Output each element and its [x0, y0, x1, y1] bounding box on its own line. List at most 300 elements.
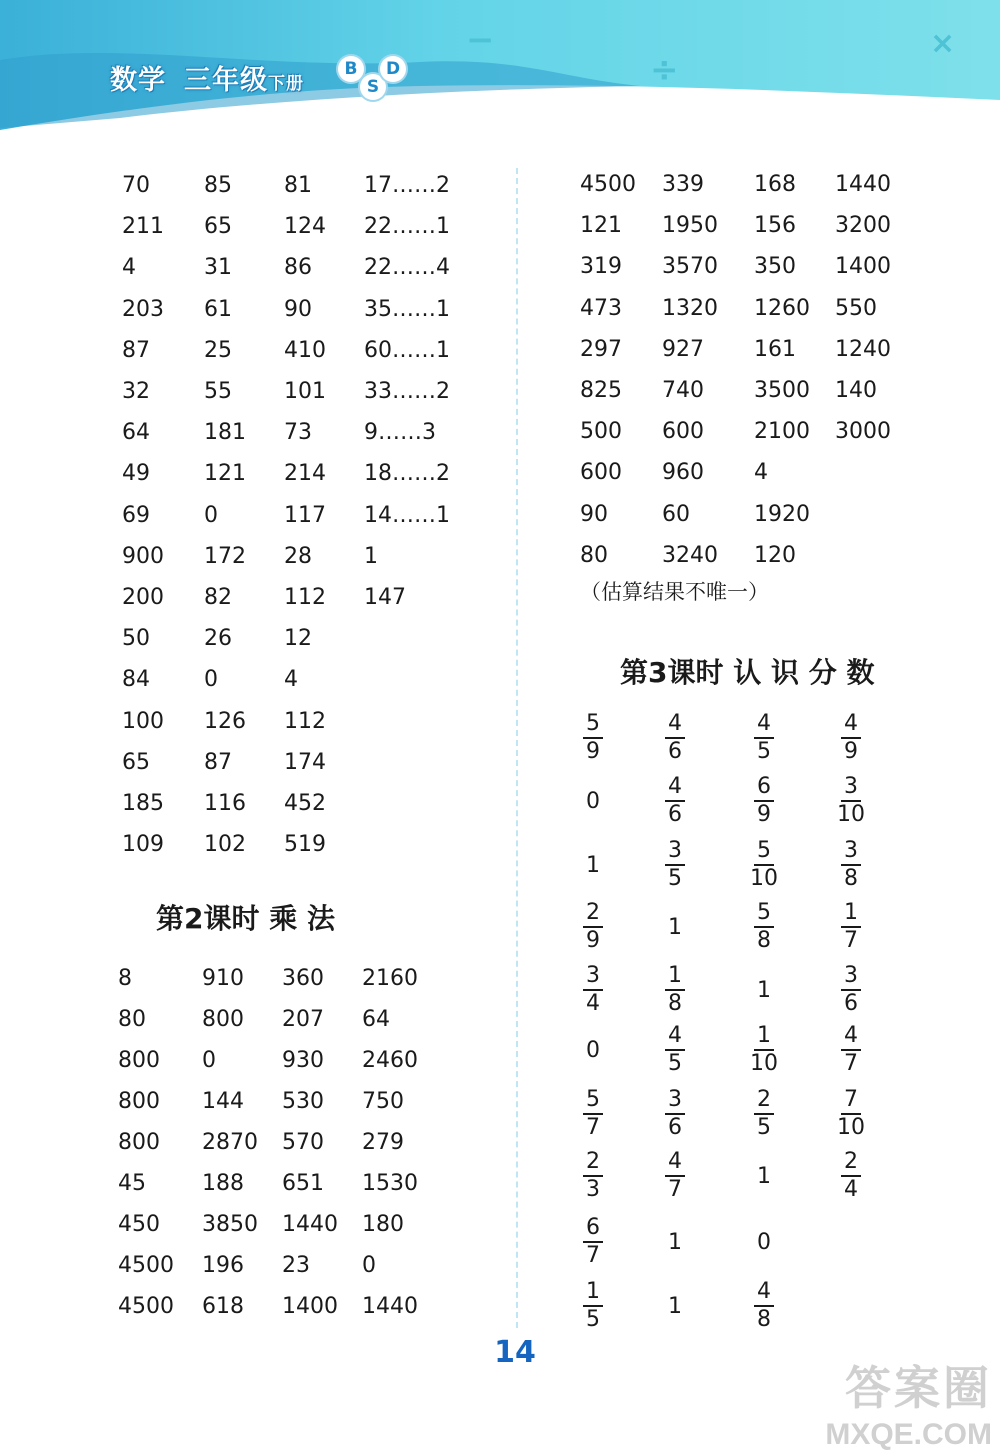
fraction-numerator: 5: [583, 713, 603, 739]
fraction-denominator: 7: [844, 928, 858, 953]
multiplication-answer-cell: 0: [362, 1253, 376, 1278]
whole-number: 0: [757, 1229, 771, 1255]
multiplication-answer-cell: 180: [362, 1212, 404, 1237]
estimation-answer-cell: 80: [580, 542, 608, 568]
watermark-text: 答案圈: [845, 1361, 992, 1415]
fraction-cell: [655, 708, 695, 768]
fraction-cell: [831, 1084, 871, 1144]
multiplication-answer-row: [118, 1128, 518, 1158]
fraction-row: [575, 1084, 895, 1144]
estimation-answer-cell: 121: [580, 213, 622, 239]
fraction: [841, 713, 861, 763]
fraction-cell: [573, 708, 613, 768]
multiplication-answer-cell: 3850: [202, 1212, 258, 1237]
fraction-numerator: 6: [583, 1217, 603, 1243]
division-answer-cell: 28: [284, 543, 312, 569]
multiplication-answer-row: [118, 964, 518, 994]
multiplication-answer-row: [118, 1169, 518, 1199]
division-answer-cell: 65: [204, 214, 232, 240]
whole-number: 1: [757, 977, 771, 1003]
estimation-answer-cell: 600: [662, 419, 704, 445]
fraction-numerator: 2: [583, 1151, 603, 1177]
fraction-cell: [744, 708, 784, 768]
fraction-cell: [831, 897, 871, 957]
divide-symbol-icon: ÷: [650, 50, 679, 90]
estimation-answer-cell: 2100: [754, 419, 810, 445]
fraction-cell: [831, 708, 871, 768]
fraction-denominator: 5: [757, 1115, 771, 1140]
whole-number: 1: [668, 914, 682, 940]
multiplication-answer-cell: 750: [362, 1089, 404, 1114]
whole-number: 1: [668, 1293, 682, 1319]
fraction-cell: [655, 1020, 695, 1080]
division-answer-cell: 410: [284, 337, 326, 363]
logo-letter-s: S: [360, 74, 386, 100]
estimation-answer-cell: 825: [580, 378, 622, 403]
fraction: [665, 713, 685, 763]
multiplication-answer-cell: 2460: [362, 1048, 418, 1073]
division-answer-cell: 65: [122, 749, 150, 775]
multiplication-answer-cell: 651: [282, 1171, 324, 1196]
page-number: 14: [494, 1335, 536, 1370]
fraction-numerator: 3: [841, 965, 861, 991]
fraction-denominator: 5: [668, 1051, 682, 1076]
watermark: [825, 1352, 992, 1452]
division-answer-row: [122, 336, 522, 366]
multiplication-answer-cell: 4500: [118, 1253, 174, 1278]
estimation-answer-cell: 740: [662, 378, 704, 403]
estimation-answer-cell: 1260: [754, 295, 810, 321]
fraction-numerator: 3: [665, 1089, 685, 1115]
division-answer-row: [122, 748, 522, 778]
fraction-denominator: 10: [750, 1051, 778, 1076]
fraction-denominator: 9: [844, 739, 858, 764]
fraction: [754, 1281, 774, 1331]
fraction-cell: [573, 1212, 613, 1272]
fraction-denominator: 6: [844, 991, 858, 1016]
multiplication-answer-cell: 80: [118, 1007, 146, 1032]
multiplication-answer-row: [118, 1087, 518, 1117]
division-answer-row: [122, 418, 522, 448]
division-answer-cell: 61: [204, 296, 232, 322]
whole-number: 1: [757, 1163, 771, 1189]
estimation-answer-cell: 3200: [835, 213, 891, 239]
multiplication-answer-cell: 1530: [362, 1171, 418, 1196]
fraction: [583, 1217, 603, 1267]
division-answer-cell: 116: [204, 791, 246, 816]
division-answer-cell: 49: [122, 461, 150, 487]
division-answer-cell: 112: [284, 585, 326, 610]
estimation-answer-cell: 161: [754, 336, 796, 362]
fraction-cell: [831, 960, 871, 1020]
division-answer-row: [122, 459, 522, 489]
logo-letter-d: D: [380, 56, 406, 82]
fraction-numerator: 4: [665, 713, 685, 739]
multiplication-answer-cell: 930: [282, 1048, 324, 1073]
division-answer-row: [122, 253, 522, 283]
fraction-denominator: 7: [844, 1051, 858, 1076]
fraction-denominator: 5: [668, 866, 682, 891]
fraction-denominator: 9: [586, 739, 600, 764]
fraction: [834, 776, 868, 826]
division-answer-row: [122, 830, 522, 860]
division-answer-cell: 181: [204, 420, 246, 446]
fraction-cell: [655, 1146, 695, 1206]
fraction-numerator: 4: [665, 1151, 685, 1177]
fraction-row: [575, 1146, 895, 1206]
division-answer-cell: 214: [284, 461, 326, 487]
division-answer-cell: 121: [204, 461, 246, 487]
fraction-cell: [573, 1020, 613, 1080]
fraction: [583, 1089, 603, 1139]
fraction-numerator: 2: [754, 1089, 774, 1115]
estimation-answer-row: [580, 500, 980, 530]
fraction-row: [575, 771, 895, 831]
division-answer-cell: 519: [284, 832, 326, 858]
fraction-denominator: 10: [837, 1115, 865, 1140]
fraction-numerator: 7: [841, 1089, 861, 1115]
fraction: [841, 1025, 861, 1075]
multiplication-answer-row: [118, 1251, 518, 1281]
fraction-cell: [655, 1084, 695, 1144]
division-answer-cell: 84: [122, 667, 150, 693]
fraction-cell: [655, 771, 695, 831]
fraction-denominator: 10: [837, 802, 865, 827]
fraction-denominator: 8: [668, 991, 682, 1016]
minus-symbol-icon: −: [466, 20, 495, 60]
fraction-numerator: 6: [754, 776, 774, 802]
fraction: [665, 776, 685, 826]
multiplication-answer-cell: 1400: [282, 1294, 338, 1319]
fraction-row: [575, 897, 895, 957]
multiplication-answer-cell: 360: [282, 966, 324, 991]
estimation-answer-cell: 339: [662, 172, 704, 197]
division-answer-cell: 81: [284, 173, 312, 198]
fraction-cell: [744, 897, 784, 957]
fraction-denominator: 3: [586, 1177, 600, 1202]
division-answer-cell: 172: [204, 543, 246, 569]
estimation-answer-row: [580, 252, 980, 282]
division-answer-cell: 60……1: [364, 337, 450, 363]
fraction-numerator: 3: [665, 840, 685, 866]
division-answer-cell: 90: [284, 296, 312, 322]
whole-number: 1: [668, 1229, 682, 1255]
whole-number: 0: [586, 788, 600, 814]
estimation-answer-cell: 600: [580, 460, 622, 486]
volume-label: 下册: [268, 74, 304, 94]
multiplication-answer-row: [118, 1005, 518, 1035]
division-answer-cell: 86: [284, 255, 312, 281]
multiplication-answer-cell: 188: [202, 1171, 244, 1196]
estimation-note: （估算结果不唯一）: [580, 580, 769, 604]
estimation-answer-cell: 1320: [662, 295, 718, 321]
fraction: [754, 713, 774, 763]
multiplication-answer-cell: 0: [202, 1048, 216, 1073]
fraction-denominator: 5: [586, 1307, 600, 1332]
multiplication-answer-cell: 800: [118, 1089, 160, 1114]
division-answer-row: [122, 377, 522, 407]
section-2-title: 第2课时 乘 法: [156, 902, 335, 935]
fraction-cell: [655, 1276, 695, 1336]
multiplication-answer-cell: 1440: [282, 1212, 338, 1237]
fraction-numerator: 5: [583, 1089, 603, 1115]
multiply-symbol-icon: ×: [930, 26, 956, 61]
multiplication-answer-cell: 800: [118, 1048, 160, 1073]
division-answer-cell: 87: [204, 749, 232, 775]
division-answer-row: [122, 501, 522, 531]
fraction-denominator: 6: [668, 1115, 682, 1140]
fraction-cell: [655, 1212, 695, 1272]
fraction: [583, 713, 603, 763]
division-answer-row: [122, 171, 522, 201]
division-answer-cell: 22……1: [364, 214, 450, 240]
header-banner: [0, 0, 1000, 135]
division-answer-cell: 102: [204, 832, 246, 858]
grade-label: 三年级: [184, 65, 268, 96]
division-answer-cell: 452: [284, 791, 326, 816]
multiplication-answer-cell: 207: [282, 1007, 324, 1032]
estimation-answer-cell: 319: [580, 254, 622, 280]
fraction-cell: [744, 835, 784, 895]
division-answer-cell: 112: [284, 708, 326, 734]
estimation-answer-cell: 120: [754, 542, 796, 568]
division-answer-cell: 14……1: [364, 502, 450, 528]
fraction: [754, 776, 774, 826]
division-answer-cell: 100: [122, 708, 164, 734]
fraction: [583, 965, 603, 1015]
estimation-answer-cell: 1400: [835, 254, 891, 280]
multiplication-answer-cell: 530: [282, 1089, 324, 1114]
multiplication-answer-cell: 800: [202, 1007, 244, 1032]
fraction-cell: [744, 960, 784, 1020]
division-answer-row: [122, 583, 522, 613]
estimation-answer-cell: 3570: [662, 254, 718, 280]
multiplication-answer-cell: 800: [118, 1130, 160, 1155]
fraction: [665, 840, 685, 890]
estimation-answer-row: [580, 541, 980, 571]
estimation-answer-row: [580, 211, 980, 241]
division-answer-cell: 31: [204, 255, 232, 281]
fraction: [583, 1151, 603, 1201]
fraction-numerator: 4: [841, 1025, 861, 1051]
division-answer-cell: 126: [204, 708, 246, 734]
fraction: [754, 902, 774, 952]
fraction: [665, 1151, 685, 1201]
estimation-answer-cell: 473: [580, 295, 622, 321]
estimation-answer-cell: 500: [580, 419, 622, 445]
fraction-numerator: 2: [583, 902, 603, 928]
division-answer-cell: 87: [122, 337, 150, 363]
division-answer-cell: 185: [122, 791, 164, 816]
division-answer-cell: 69: [122, 502, 150, 528]
multiplication-answer-cell: 64: [362, 1007, 390, 1032]
estimation-answer-cell: 3500: [754, 378, 810, 403]
division-answer-row: [122, 542, 522, 572]
fraction-numerator: 4: [841, 713, 861, 739]
fraction-cell: [573, 1276, 613, 1336]
division-answer-cell: 70: [122, 173, 150, 198]
fraction: [754, 1089, 774, 1139]
division-answer-cell: 4: [284, 667, 298, 693]
estimation-answer-cell: 1440: [835, 172, 891, 197]
estimation-answer-cell: 1240: [835, 336, 891, 362]
multiplication-answer-cell: 45: [118, 1171, 146, 1196]
fraction-numerator: 1: [583, 1281, 603, 1307]
fraction-denominator: 6: [668, 739, 682, 764]
division-answer-cell: 124: [284, 214, 326, 240]
multiplication-answer-cell: 279: [362, 1130, 404, 1155]
division-answer-cell: 200: [122, 585, 164, 610]
fraction-cell: [744, 771, 784, 831]
division-answer-cell: 147: [364, 585, 406, 610]
estimation-answer-cell: 960: [662, 460, 704, 486]
estimation-answer-row: [580, 458, 980, 488]
fraction-row: [575, 708, 895, 768]
multiplication-answer-row: [118, 1210, 518, 1240]
multiplication-answer-cell: 2160: [362, 966, 418, 991]
fraction: [583, 902, 603, 952]
division-answer-cell: 26: [204, 626, 232, 652]
estimation-answer-row: [580, 294, 980, 324]
fraction-denominator: 5: [757, 739, 771, 764]
division-answer-cell: 50: [122, 626, 150, 652]
fraction-denominator: 7: [668, 1177, 682, 1202]
division-answer-cell: 4: [122, 255, 136, 281]
fraction-numerator: 3: [841, 776, 861, 802]
division-answer-cell: 101: [284, 379, 326, 404]
fraction: [583, 1281, 603, 1331]
fraction-cell: [573, 1084, 613, 1144]
estimation-answer-row: [580, 376, 980, 406]
fraction-cell: [744, 1212, 784, 1272]
division-answer-row: [122, 707, 522, 737]
fraction: [841, 902, 861, 952]
division-answer-cell: 85: [204, 173, 232, 198]
division-answer-cell: 203: [122, 296, 164, 322]
fraction-cell: [744, 1020, 784, 1080]
estimation-answer-cell: 140: [835, 378, 877, 403]
fraction: [665, 1025, 685, 1075]
fraction: [841, 840, 861, 890]
estimation-answer-cell: 1920: [754, 501, 810, 527]
subject-label: 数学: [110, 65, 166, 96]
fraction-numerator: 3: [583, 965, 603, 991]
fraction-cell: [831, 835, 871, 895]
fraction-numerator: 5: [754, 840, 774, 866]
estimation-answer-row: [580, 417, 980, 447]
fraction: [841, 1151, 861, 1201]
division-answer-cell: 9……3: [364, 420, 436, 446]
fraction-row: [575, 960, 895, 1020]
fraction-row: [575, 1212, 895, 1272]
fraction-numerator: 1: [754, 1025, 774, 1051]
fraction-numerator: 4: [754, 1281, 774, 1307]
estimation-answer-cell: 550: [835, 295, 877, 321]
multiplication-answer-row: [118, 1292, 518, 1322]
fraction-cell: [655, 835, 695, 895]
fraction-denominator: 8: [844, 866, 858, 891]
multiplication-answer-cell: 570: [282, 1130, 324, 1155]
whole-number: 1: [586, 852, 600, 878]
multiplication-answer-cell: 910: [202, 966, 244, 991]
division-answer-cell: 117: [284, 502, 326, 528]
estimation-answer-cell: 156: [754, 213, 796, 239]
division-answer-cell: 73: [284, 420, 312, 446]
estimation-answer-cell: 4500: [580, 172, 636, 197]
division-answer-row: [122, 212, 522, 242]
fraction-numerator: 4: [665, 1025, 685, 1051]
fraction-cell: [831, 771, 871, 831]
fraction-denominator: 9: [586, 928, 600, 953]
fraction-cell: [744, 1276, 784, 1336]
fraction-cell: [573, 835, 613, 895]
fraction: [841, 965, 861, 1015]
division-answer-cell: 1: [364, 543, 378, 569]
book-title: [110, 58, 304, 97]
fraction-denominator: 4: [586, 991, 600, 1016]
fraction-cell: [744, 1146, 784, 1206]
division-answer-cell: 174: [284, 749, 326, 775]
fraction-cell: [831, 1146, 871, 1206]
fraction: [747, 840, 781, 890]
division-answer-cell: 109: [122, 832, 164, 858]
estimation-answer-cell: 90: [580, 501, 608, 527]
fraction-numerator: 4: [665, 776, 685, 802]
division-answer-cell: 35……1: [364, 296, 450, 322]
whole-number: 0: [586, 1037, 600, 1063]
fraction-denominator: 10: [750, 866, 778, 891]
fraction-denominator: 9: [757, 802, 771, 827]
fraction: [834, 1089, 868, 1139]
fraction: [665, 1089, 685, 1139]
fraction-numerator: 3: [841, 840, 861, 866]
division-answer-cell: 55: [204, 379, 232, 404]
fraction-cell: [744, 1084, 784, 1144]
multiplication-answer-cell: 4500: [118, 1294, 174, 1319]
multiplication-answer-cell: 196: [202, 1253, 244, 1278]
multiplication-answer-cell: 8: [118, 966, 132, 991]
fraction-numerator: 1: [665, 965, 685, 991]
fraction-denominator: 7: [586, 1243, 600, 1268]
multiplication-answer-cell: 23: [282, 1253, 310, 1278]
fraction-row: [575, 835, 895, 895]
multiplication-answer-cell: 2870: [202, 1130, 258, 1155]
fraction-denominator: 6: [668, 802, 682, 827]
fraction-cell: [655, 897, 695, 957]
fraction-row: [575, 1276, 895, 1336]
fraction-cell: [573, 897, 613, 957]
division-answer-cell: 25: [204, 337, 232, 363]
fraction-numerator: 2: [841, 1151, 861, 1177]
estimation-answer-cell: 350: [754, 254, 796, 280]
division-answer-cell: 12: [284, 626, 312, 652]
division-answer-cell: 33……2: [364, 379, 450, 404]
fraction-cell: [573, 771, 613, 831]
division-answer-cell: 0: [204, 502, 218, 528]
fraction-row: [575, 1020, 895, 1080]
fraction-cell: [655, 960, 695, 1020]
estimation-answer-cell: 4: [754, 460, 768, 486]
division-answer-cell: 22……4: [364, 255, 450, 281]
multiplication-answer-cell: 618: [202, 1294, 244, 1319]
multiplication-answer-cell: 144: [202, 1089, 244, 1114]
fraction: [665, 965, 685, 1015]
fraction-cell: [573, 1146, 613, 1206]
estimation-answer-row: [580, 170, 980, 200]
fraction-numerator: 1: [841, 902, 861, 928]
fraction-numerator: 5: [754, 902, 774, 928]
division-answer-cell: 82: [204, 585, 232, 610]
